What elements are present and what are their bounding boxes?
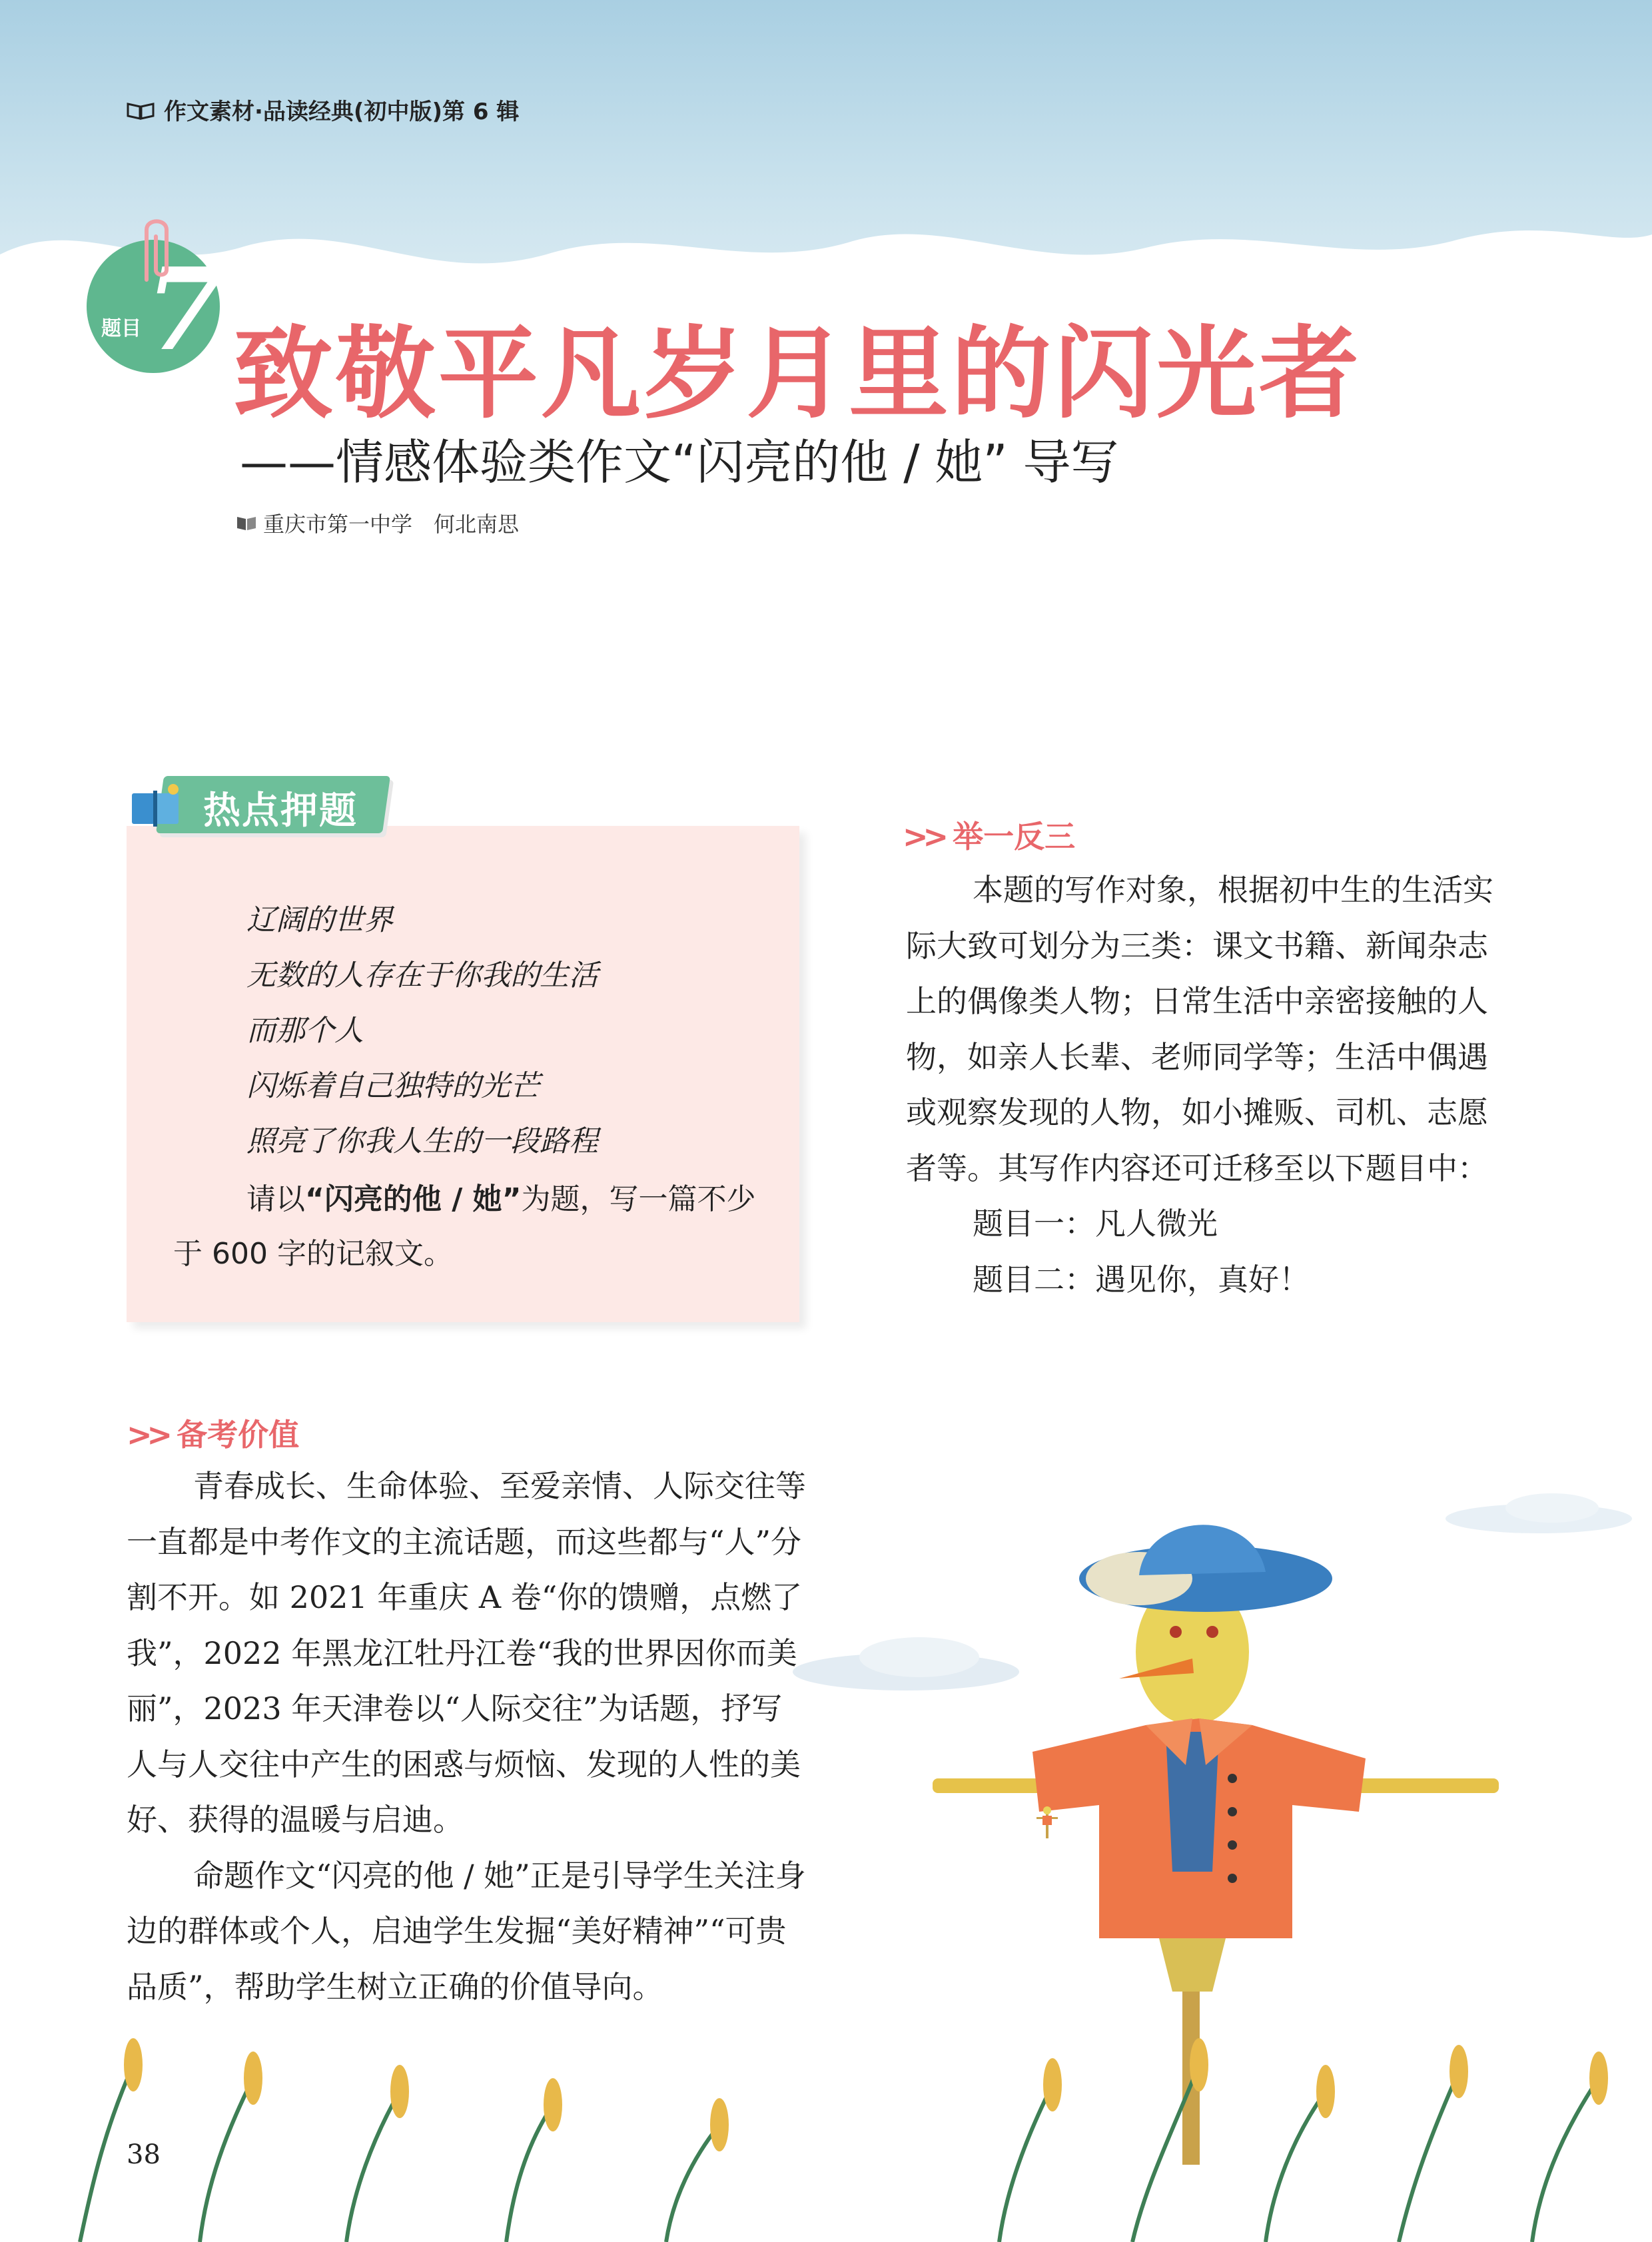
poem-line: 闪烁着自己独特的光芒 [246,1069,540,1103]
double-chevron-icon: >> [903,819,944,855]
value-paragraph: 命题作文“闪亮的他 / 她”正是引导学生关注身边的群体或个人，启迪学生发掘“美好精神”“可贵品质”，帮助学生树立正确的价值导向。 [127,1857,806,2005]
poem-line: 辽阔的世界 [246,903,393,937]
extend-heading [903,813,1075,857]
prompt-title: “闪亮的他 / 她” [305,1182,522,1216]
poem [246,893,598,1169]
page-number: 38 [127,2139,161,2170]
book-icon [236,515,256,531]
open-book-icon [127,100,155,120]
reading-icon [127,780,187,833]
prompt-after: 为题，写一篇不少于 600 字的记叙文。 [173,1182,756,1271]
paperclip-icon [133,213,180,286]
page-title: 致敬平凡岁月里的闪光者 [233,316,1362,432]
topic-badge-label: 题目 [101,317,141,340]
extend-item: 题目一：凡人微光 [973,1206,1218,1242]
poem-line: 照亮了你我人生的一段路程 [246,1124,598,1158]
value-heading-text: 备考价值 [177,1417,300,1453]
running-title: 作文素材·品读经典(初中版)第 6 辑 [164,99,520,125]
hot-topic-tab [127,776,393,836]
writing-prompt [173,1172,759,1282]
author-name: 重庆市第一中学 何北南思 [263,512,520,537]
extend-paragraph: 本题的写作对象，根据初中生的生活实际大致可划分为三类：课文书籍、新闻杂志上的偶像类人物；日常生活中亲密接触的人物，如亲人长辈、老师同学等；生活中偶遇或观察发现的人物，如小摊贩、司机、志愿者等。其写作内容还可迁移至以下题目中： [906,872,1493,1186]
value-heading [127,1411,299,1455]
double-chevron-icon: >> [127,1417,168,1453]
page-subtitle: ——情感体验类作文“闪亮的他 / 她” 导写 [240,434,1119,490]
prompt-before: 请以 [246,1182,305,1216]
wheat-field-illustration [0,2025,1652,2242]
byline [236,508,519,538]
running-header [127,93,519,126]
topic-badge-number: 7 [145,243,224,376]
extend-body [906,863,1499,1308]
sky-banner [0,0,1652,306]
poem-line: 而那个人 [246,1014,364,1048]
value-body [127,1459,806,2015]
hot-topic-label: 热点押题 [203,789,358,833]
value-paragraph: 青春成长、生命体验、至爱亲情、人际交往等一直都是中考作文的主流话题，而这些都与“人”分割不开。如 2021 年重庆 A 卷“你的馈赠，点燃了我”，2022 年黑龙江牡丹江卷“我的世界因你而美丽”，2023 年天津卷以“人际交往”为话题，抒写人与人交往中产生的困惑与烦恼、发现的人性的美好、获得的温暖与启迪。 [127,1468,806,1838]
cloud-wave [0,175,1652,308]
extend-heading-text: 举一反三 [953,819,1076,855]
extend-item: 题目二：遇见你，真好！ [973,1261,1310,1298]
poem-line: 无数的人存在于你我的生活 [246,958,598,992]
